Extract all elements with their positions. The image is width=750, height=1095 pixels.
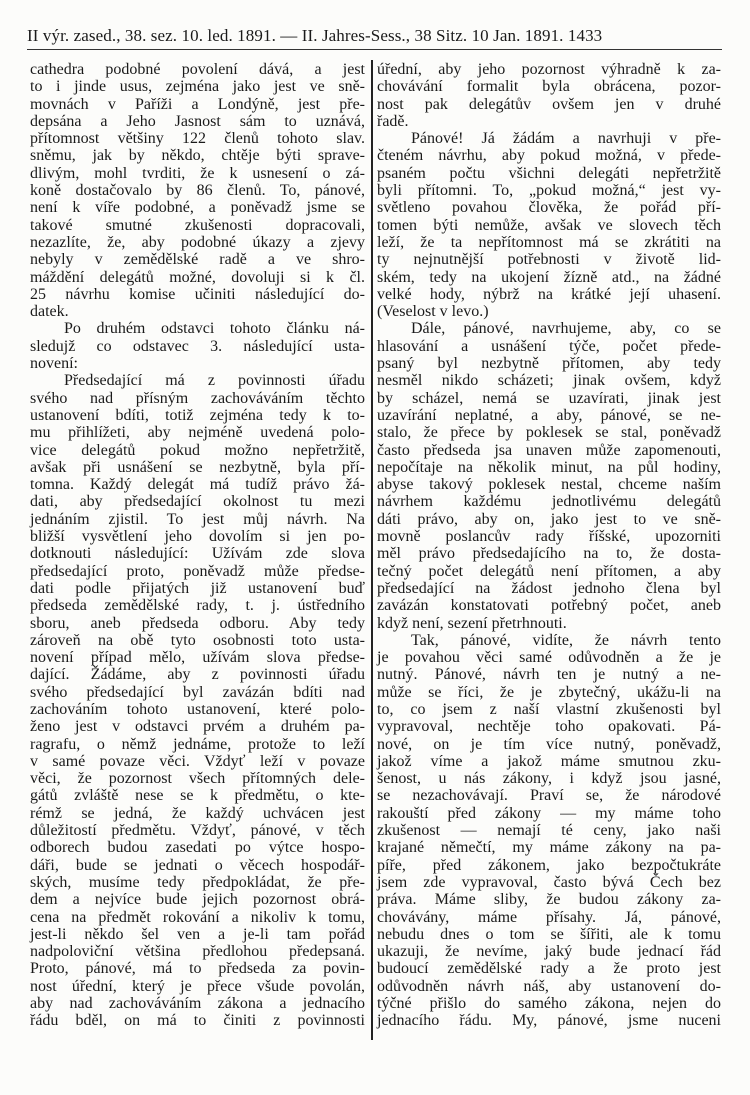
text-line: nost pak delegátův ovšem jen v druhé [377, 95, 721, 113]
text-line: budoucí zemědělské rady a že proto jest [377, 960, 721, 978]
paragraph [377, 61, 721, 130]
text-line: to, co jsem z naší vlastní zkušenosti byl [377, 700, 721, 718]
text-line: zachováním tohoto ustanovení, které polo- [30, 700, 365, 718]
text-line: Pánové! Já žádám a navrhuji v pře- [411, 130, 721, 148]
text-line: se nezachovávají. Praví se, že národové [377, 787, 721, 805]
text-line: čteném návrhu, aby pokud možná, v přede- [377, 147, 721, 165]
text-line: novení případ mělo, užívám slova předse- [30, 649, 365, 667]
text-line: řadě. [377, 112, 409, 130]
paragraph [377, 130, 721, 320]
text-line: chovávány, máme přísahy. Já, pánové, [377, 908, 721, 926]
text-line: může se říci, že je zbytečný, ukážu-li na [377, 683, 721, 701]
text-line: řádu bděl, on má to činiti z povinnosti [30, 1012, 365, 1030]
text-line: nezazlíte, že, aby podobné úkazy a zjevy [30, 233, 365, 251]
text-line: datek. [30, 303, 69, 321]
text-line: světleno povahou člověka, že pořád pří- [377, 199, 721, 217]
text-line: ukazuji, že nevíme, jaký bude jednací řád [377, 943, 721, 961]
text-line: takové smutné zkušenosti dopracovali, [30, 216, 365, 234]
text-line: Předsedající má z povinnosti úřadu [64, 372, 365, 390]
text-line: předsedající na žádost jednoho člena byl [377, 579, 721, 597]
text-line: dotknouti následující: Užívám zde slova [30, 545, 365, 563]
text-line: koně dostačovalo by 86 členů. To, pánové, [30, 182, 365, 200]
text-line: úřední, aby jeho pozornost výhradně k za- [377, 61, 721, 78]
text-line: psaný byl nezbytně přítomen, aby tedy [377, 355, 721, 373]
text-line: odborech budou zasedati po výtce hospo- [30, 839, 365, 857]
text-line: důležitostí předmětu. Vždyť, pánové, v těch [30, 822, 365, 840]
text-line: máždění delegátů možné, dovoluji si k čl. [30, 268, 365, 286]
text-line: jsem zde vypravoval, často bývá Čech bez [377, 873, 721, 891]
text-line: novení: [30, 355, 78, 373]
text-line: návrhem každému jednotlivému delegátů [377, 493, 721, 511]
text-line: rakouští před zákony — my máme toho [377, 804, 721, 822]
text-line: v samé povaze věci. Vždyť leží v povaze [30, 752, 365, 770]
paragraph [30, 61, 365, 320]
text-line: svého nad přísným zachováváním těchto [30, 389, 365, 407]
text-line: cathedra podobné povolení dává, a jest [30, 61, 365, 78]
text-line: nutný. Pánové, návrh ten je nutný a ne- [377, 666, 721, 684]
text-line: stalo, že přece by poklesek se stal, poněvadž [377, 424, 721, 442]
left-column [30, 61, 365, 1030]
text-line: když není, sezení přetrhnouti. [377, 614, 567, 632]
text-line: nost úřední, který je přece všude povolán, [30, 977, 365, 995]
text-line: jakož víme a jakož máme smutnou zku- [377, 752, 721, 770]
text-line: jednáním zjistil. To jest můj návrh. Na [30, 510, 365, 528]
text-line: nové, on je tím více nutný, poněvadž, [377, 735, 721, 753]
text-line: nesměl nikdo scházeti; jinak ovšem, když [377, 372, 721, 390]
text-line: píře, před zákonem, jako bezpočtukráte [377, 856, 721, 874]
text-line: velké hody, nýbrž na krátké její uhasení. [377, 285, 721, 303]
text-line: odůvodněn návrh náš, aby ustanovení do- [377, 977, 721, 995]
text-line: vypravoval, nechtěje toho opakovati. Pá- [377, 718, 721, 736]
column-divider [371, 60, 373, 1040]
text-line: krajané němečtí, my máme zákony na pa- [377, 839, 721, 857]
text-line: dající. Žádáme, aby z povinnosti úřadu [30, 666, 365, 684]
text-line: (Veselost v levo.) [377, 303, 489, 321]
text-line: mu přihlížeti, aby nejméně uvedená polo- [30, 424, 365, 442]
text-line: movnách v Paříži a Londýně, jest pře- [30, 95, 365, 113]
text-line: dem a nejvíce bude jejich pozornost obrá- [30, 891, 365, 909]
text-line: cena na předmět rokování a nikoliv k tomu, [30, 908, 365, 926]
text-line: ských, musíme tedy předpokládat, že pře- [30, 873, 365, 891]
text-line: měl právo předsedajícího na to, že dosta- [377, 545, 721, 563]
text-line: bližší vysvětlení jeho dovolím si jen po- [30, 528, 365, 546]
text-line: zavázán konstatovati potřebný počet, aneb [377, 597, 721, 615]
text-line: hlasování a usnášení týče, počet přede- [377, 337, 721, 355]
text-line: to i jinde usus, zejména jako jest ve sně- [30, 78, 365, 96]
text-line: dáři, bude se jednati o věcech hospodář- [30, 856, 365, 874]
text-line: předseda zemědělské rady, t. j. ústředního [30, 597, 365, 615]
page-header: II výr. zased., 38. sez. 10. led. 1891. — II. Jahres-Sess., 38 Sitz. 10 Jan. 1891. 1433 [27, 26, 603, 45]
text-line: ustanovení bdíti, totiž zejména tedy k to- [30, 406, 365, 424]
text-line: ragrafu, o němž jednáme, protože to leží [30, 735, 365, 753]
text-line: Po druhém odstavci tohoto článku ná- [64, 320, 365, 338]
text-line: sledujž co odstavec 3. následující usta- [30, 337, 365, 355]
text-line: 25 návrhu komise učiniti následující do- [30, 285, 365, 303]
text-line: zkušenost — nemají té ceny, jako naši [377, 822, 721, 840]
text-line: není k víře podobné, a poněvadž jsme se [30, 199, 365, 217]
text-line: dáti právo, aby on, jako jest to ve sně- [377, 510, 721, 528]
text-line: chovávání formalit byla obrácena, pozor- [377, 78, 721, 96]
text-line: movně poslancův rady říšské, upozorniti [377, 528, 721, 546]
text-line: nadpoloviční většina předlohou předepsaná. [30, 943, 365, 961]
text-line: přítomnost většiny 122 členů tohoto slav. [30, 130, 365, 148]
text-line: jednacího řádu. My, pánové, jsme nuceni [377, 1012, 721, 1030]
text-line: tomna. Každý delegát má tudíž právo žá- [30, 476, 365, 494]
text-line: dati, aby předsedající okolnost tu mezi [30, 493, 365, 511]
text-line: dati podle přijatých již ustanovení buď [30, 579, 365, 597]
paragraph [377, 632, 721, 1030]
text-line: je povahou věci samé odůvodněn a že je [377, 649, 721, 667]
text-line: gátů zvláště nese se k předmětu, o kte- [30, 787, 365, 805]
text-line: nebyly v zemědělské radě a ve shro- [30, 251, 365, 269]
text-line: nebudu dnes o tom se šířiti, ale k tomu [377, 925, 721, 943]
text-line: leží, že ta nepřítomnost má se zkrátiti na [377, 233, 721, 251]
text-line: věci, že pozornost všech přítomných dele- [30, 770, 365, 788]
text-line: předsedající proto, poněvadž může předse- [30, 562, 365, 580]
text-line: avšak při usnášení se nezbytně, byla pří- [30, 458, 365, 476]
text-line: šenost, u nás zákony, i když jsou jasné, [377, 770, 721, 788]
text-line: sboru, aneb předseda odboru. Aby tedy [30, 614, 365, 632]
header-rule [27, 49, 722, 50]
text-line: ty nejnutnější potřebnosti v životě lid- [377, 251, 721, 269]
text-line: dlivým, mohl tvrditi, že k usnesení o zá- [30, 164, 365, 182]
text-line: Proto, pánové, má to předseda za povin- [30, 960, 365, 978]
text-line: rémž se jedná, že každý uchvácen jest [30, 804, 365, 822]
text-line: by scházel, nemá se uzavírati, jinak jest [377, 389, 721, 407]
text-line: ženo jest v odstavci prvém a druhém pa- [30, 718, 365, 736]
text-line: týčné přišlo do samého zákona, nejen do [377, 995, 721, 1013]
text-line: aby nad zachováváním zákona a jednacího [30, 995, 365, 1013]
text-line: práva. Máme sliby, že budou zákony za- [377, 891, 721, 909]
text-line: depsána a Jeho Jasnost sám to uznává, [30, 112, 365, 130]
paragraph [30, 320, 365, 372]
text-line: zároveň na obě tyto osobnosti toto usta- [30, 631, 365, 649]
text-line: vice delegátů pokud možno nepřetržitě, [30, 441, 365, 459]
text-line: abyse takový poklesek nestal, chceme naším [377, 476, 721, 494]
text-line: nepočítaje na několik minut, na půl hodiny, [377, 458, 721, 476]
text-line: svého předsedající byl zavázán bdíti nad [30, 683, 365, 701]
text-line: psaném počtu všichni delegáti nepřetržitě [377, 164, 721, 182]
text-line: byli přítomni. To, „pokud možná,“ jest vy- [377, 182, 721, 200]
text-line: tečný počet delegátů není přítomen, a aby [377, 562, 721, 580]
text-line: Tak, pánové, vidíte, že návrh tento [411, 631, 721, 649]
paragraph [377, 320, 721, 631]
text-line: často předseda jsa unaven může zapomenouti, [377, 441, 721, 459]
right-column [377, 61, 721, 1030]
text-line: tomen býti nemůže, avšak ve slovech těch [377, 216, 721, 234]
text-line: jest-li někdo šel ven a je-li tam pořád [30, 925, 365, 943]
text-line: sněmu, jak by někdo, chtěje býti sprave- [30, 147, 365, 165]
paragraph [30, 372, 365, 1029]
text-line: ském, tedy na ukojení žízně atd., na žádné [377, 268, 721, 286]
text-line: Dále, pánové, navrhujeme, aby, co se [411, 320, 721, 338]
text-line: uzavírání neplatné, a aby, pánové, se ne- [377, 406, 721, 424]
